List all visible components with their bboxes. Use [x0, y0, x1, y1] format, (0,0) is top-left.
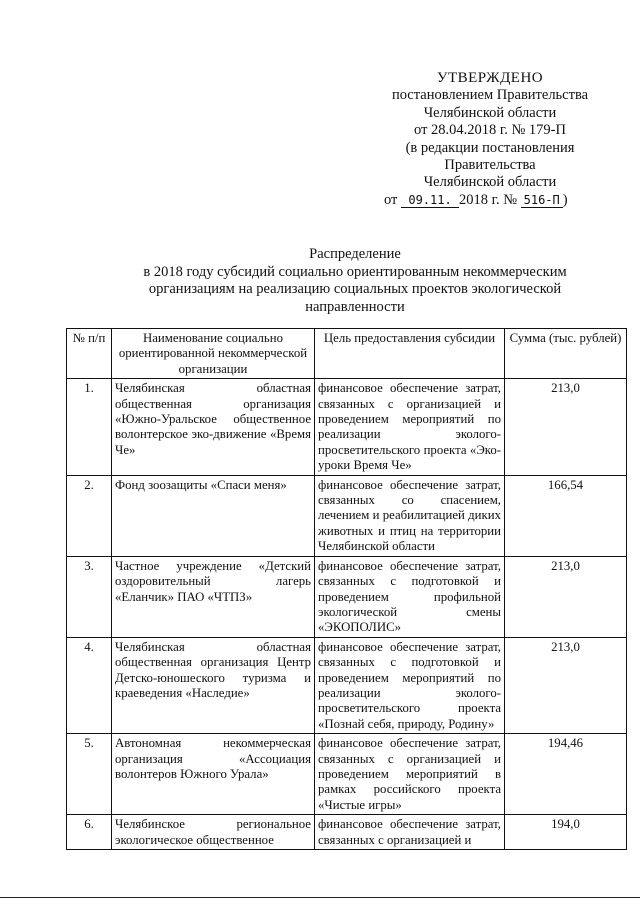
table-row: [67, 475, 627, 556]
title-line-4: направленности: [305, 298, 405, 315]
table-header-row: [67, 329, 627, 379]
table-row: [67, 734, 627, 815]
date-suffix: 2018 г. №: [459, 191, 518, 208]
row-name: Челябинское региональное экологическое общественное: [112, 815, 315, 850]
close-paren: ): [562, 191, 568, 208]
row-num: 3.: [67, 556, 112, 637]
row-goal: финансовое обеспечение затрат, связанных с организацией и: [315, 815, 505, 850]
row-sum: 194,46: [505, 734, 627, 815]
row-goal: финансовое обеспечение затрат, связанных с организацией и проведением мероприятий по реализации эколого-просветительского проекта «Эко-уроки Время Че»: [315, 379, 505, 475]
row-num: 1.: [67, 379, 112, 475]
title-line-2: в 2018 году субсидий социально ориентированным некоммерческим: [143, 263, 567, 280]
row-name: Челябинская областная общественная организация Центр Детско-юношеского туризма и краеведения «Наследие»: [112, 637, 315, 733]
document-title: [70, 246, 640, 316]
table-row: [67, 556, 627, 637]
row-goal: финансовое обеспечение затрат, связанных с подготовкой и проведением мероприятий по реализации эколого-просветительского проекта «Познай себя, природу, Родину»: [315, 637, 505, 733]
approval-line-1: постановлением Правительства: [391, 87, 589, 104]
row-goal: финансовое обеспечение затрат, связанных со спасением, лечением и реабилитацией диких животных и птиц на территории Челябинской области: [315, 475, 505, 556]
approval-line-3: от 28.04.2018 г. № 179-П: [414, 122, 566, 139]
row-goal: финансовое обеспечение затрат, связанных с подготовкой и проведением профильной экологической смены «ЭКОПОЛИС»: [315, 556, 505, 637]
approval-line-6: Челябинской области: [423, 174, 557, 191]
handwritten-date: 09.11.: [401, 193, 459, 208]
row-sum: 194,0: [505, 815, 627, 850]
table-row: [67, 815, 627, 850]
handwritten-number: 516-П: [521, 193, 563, 208]
row-sum: 213,0: [505, 379, 627, 475]
row-name: Автономная некоммерческая организация «Ассоциация волонтеров Южного Урала»: [112, 734, 315, 815]
title-line-3: организациям на реализацию социальных проектов экологической: [148, 281, 562, 298]
header-name: Наименование социально ориентированной некоммерческой организации: [112, 329, 315, 379]
header-sum: Сумма (тыс. рублей): [505, 329, 627, 379]
row-name: Челябинская областная общественная организация «Южно-Уральское общественное волонтерское эко-движение «Время Че»: [112, 379, 315, 475]
subsidy-table: [66, 328, 627, 850]
page-bottom-edge: [0, 897, 640, 898]
row-num: 5.: [67, 734, 112, 815]
header-goal: Цель предоставления субсидии: [315, 329, 505, 379]
row-sum: 166,54: [505, 475, 627, 556]
title-line-1: Распределение: [309, 246, 401, 262]
approval-line-5: Правительства: [444, 157, 536, 174]
row-num: 4.: [67, 637, 112, 733]
header-num: № п/п: [67, 329, 112, 379]
approval-date-line: [370, 192, 610, 209]
row-name: Частное учреждение «Детский оздоровительный лагерь «Еланчик» ПАО «ЧТПЗ»: [112, 556, 315, 637]
row-num: 2.: [67, 475, 112, 556]
row-sum: 213,0: [505, 637, 627, 733]
row-goal: финансовое обеспечение затрат, связанных с организацией и проведением мероприятий в рамках российского проекта «Чистые игры»: [315, 734, 505, 815]
approval-line-2: Челябинской области: [423, 104, 557, 121]
row-sum: 213,0: [505, 556, 627, 637]
approval-line-4: (в редакции постановления: [405, 139, 575, 156]
row-num: 6.: [67, 815, 112, 850]
table-row: [67, 637, 627, 733]
approval-block: [370, 70, 610, 209]
approval-heading: УТВЕРЖДЕНО: [436, 70, 544, 86]
date-prefix: от: [384, 191, 398, 208]
table-row: [67, 379, 627, 475]
row-name: Фонд зоозащиты «Спаси меня»: [112, 475, 315, 556]
